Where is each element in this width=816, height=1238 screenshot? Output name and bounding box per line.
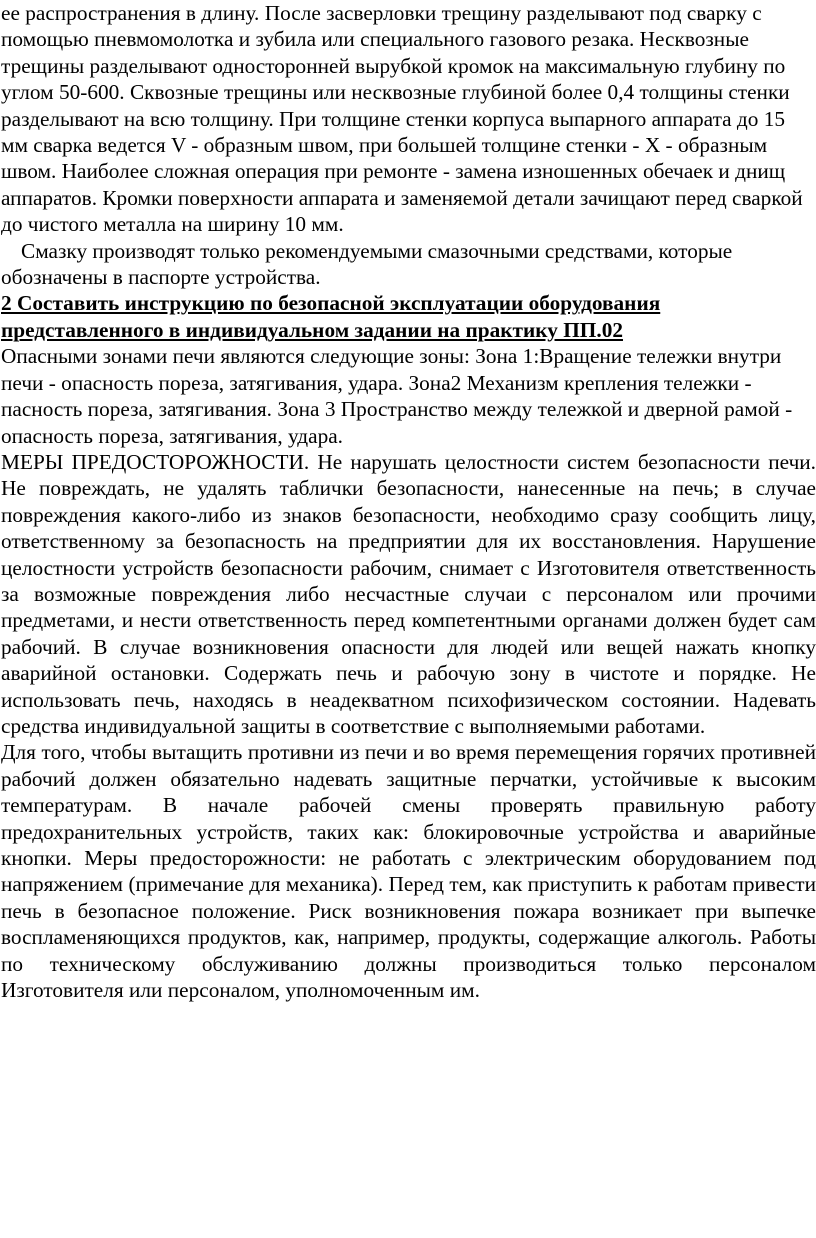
- paragraph-danger-zones: Опасными зонами печи являются следующие зоны: Зона 1:Вращение тележки внутри печи - опасность пореза, затягивания, удара. Зона2 Механизм крепления тележки - пасность пореза, затягивания. Зона 3 Пространство между тележкой и дверной рамой - опасность пореза, затягивания, удара.: [1, 344, 793, 448]
- paragraph-weld-repair: ее распространения в длину. После засверловки трещину разделывают под сварку с помощью пневмомолотка и зубила или специального газового резака. Несквозные трещины разделывают односторонней вырубкой кромок на максимальную глубину по углом 50-600. Сквозные трещины или несквозные глубиной более 0,4 толщины стенки разделывают на всю толщину. При толщине стенки корпуса выпарного аппарата до 15 мм сварка ведется V - образным швом, при большей толщине стенки - X - образным швом. Наиболее сложная операция при ремонте - замена изношенных обечаек и днищ аппаратов. Кромки поверхности аппарата и заменяемой детали зачищают перед сваркой до чистого металла на ширину 10 мм.: [1, 1, 803, 237]
- paragraph-safety-rules: Для того, чтобы вытащить противни из печи и во время перемещения горячих противней рабочий должен обязательно надевать защитные перчатки, устойчивые к высоким температурам. В начале рабочей смены проверять правильную работу предохранительных устройств, таких как: блокировочные устройства и аварийные кнопки. Меры предосторожности: не работать с электрическим оборудованием под напряжением (примечание для механика). Перед тем, как приступить к работам привести печь в безопасное положение. Риск возникновения пожара возникает при выпечке воспламеняющихся продуктов, как, например, продукты, содержащие алкоголь. Работы по техническому обслуживанию должны производиться только персоналом Изготовителя или персоналом, уполномоченным им.: [1, 740, 816, 1003]
- section-heading: 2 Составить инструкцию по безопасной эксплуатации оборудования представленного в индивидуальном задании на практику ПП.02: [1, 291, 661, 342]
- paragraph-precautions: МЕРЫ ПРЕДОСТОРОЖНОСТИ. Не нарушать целостности систем безопасности печи. Не повреждать, не удалять таблички безопасности, нанесенные на печь; в случае повреждения какого-либо из знаков безопасности, необходимо сразу сообщить лицу, ответственному за безопасность на предприятии для их восстановления. Нарушение целостности устройств безопасности рабочим, снимает с Изготовителя ответственность за возможные повреждения либо несчастные случаи с персоналом или прочими предметами, и нести ответственность перед компетентными органами должен будет сам рабочий. В случае возникновения опасности для людей или вещей нажать кнопку аварийной остановки. Содержать печь и рабочую зону в чистоте и порядке. Не использовать печь, находясь в неадекватном психофизическом состоянии. Надевать средства индивидуальной защиты в соответствие с выполняемыми работами.: [1, 449, 816, 738]
- paragraph-lubrication: Смазку производят только рекомендуемыми смазочными средствами, которые обозначены в паспорте устройства.: [1, 238, 733, 290]
